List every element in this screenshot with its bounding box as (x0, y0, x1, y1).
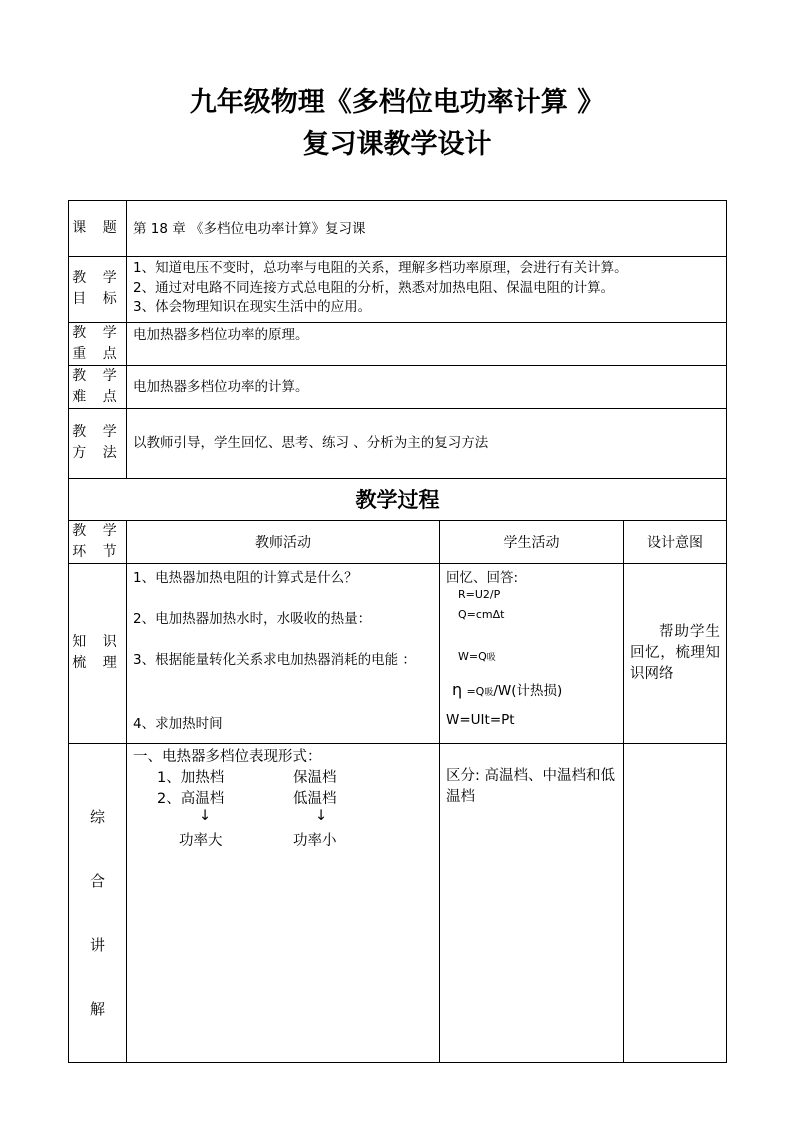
review-label: 知 识 梳 理 (69, 563, 127, 743)
objectives-row (69, 257, 727, 323)
key-point-row (69, 322, 727, 365)
review-row (69, 563, 727, 743)
objectives-list (127, 257, 727, 323)
lecture-teacher-activity (127, 743, 440, 1062)
gear-forms-heading: 一、电热器多档位表现形式： (133, 748, 322, 765)
process-title: 教学过程 (69, 478, 727, 520)
method-label: 教 学 方 法 (69, 408, 127, 478)
lecture-label: 综 合 讲 解 (69, 743, 127, 1062)
method-row (69, 408, 727, 478)
teacher-activity-header: 教师活动 (127, 520, 440, 563)
review-question: 1、电热器加热电阻的计算式是什么？ (133, 569, 358, 586)
review-student-activity (440, 563, 624, 743)
review-teacher-activity (127, 563, 440, 743)
process-title-row (69, 478, 727, 520)
review-question: 4、求加热时间 (133, 715, 223, 732)
formula-heat: Q=cmΔt (458, 607, 505, 621)
high-power-label: 功率大 (179, 832, 223, 849)
topic-row (69, 201, 727, 257)
down-arrow-icon: ↓ (315, 807, 328, 824)
formula-efficiency: η =Q吸/W(计热损) (452, 679, 563, 699)
low-temp-gear-label: 低温档 (293, 790, 337, 807)
heating-gear-label: 1、加热档 (157, 769, 225, 786)
objective-item: 1、知道电压不变时，总功率与电阻的关系，理解多档功率原理，会进行有关计算。 (133, 260, 628, 276)
objective-item: 2、通过对电路不同连接方式总电阻的分析，熟悉对加热电阻、保温电阻的计算。 (133, 279, 615, 296)
document-title-line1: 九年级物理《多档位电功率计算 》 (189, 87, 605, 118)
review-question: 2、电加热器加热水时，水吸收的热量： (133, 610, 372, 627)
design-intent-header: 设计意图 (624, 520, 727, 563)
key-point-value: 电加热器多档位功率的原理。 (127, 322, 727, 365)
low-power-label: 功率小 (293, 832, 337, 849)
high-temp-gear-label: 2、高温档 (157, 790, 225, 807)
process-header-row (69, 520, 727, 563)
formula-work: W=UIt=Pt (446, 711, 515, 728)
method-value: 以教师引导，学生回忆、思考、练习 、分析为主的复习方法 (127, 408, 727, 478)
key-point-label: 教 学 重 点 (69, 322, 127, 365)
review-design-intent: 帮助学生回忆，梳理知识网络 (624, 563, 727, 743)
difficulty-value: 电加热器多档位功率的计算。 (127, 365, 727, 408)
recall-text: 回忆、回答: (446, 569, 519, 586)
topic-label: 课 题 (69, 201, 127, 257)
difficulty-row (69, 365, 727, 408)
formula-resistance: R=U2/P (458, 587, 501, 601)
stage-header: 教 学 环 节 (69, 520, 127, 563)
formula-energy: W=Q吸 (458, 649, 496, 663)
lecture-student-activity: 区分: 高温档、中温档和低温档 (440, 743, 624, 1062)
review-question: 3、根据能量转化关系求电加热器消耗的电能 ： (133, 651, 416, 668)
down-arrow-icon: ↓ (199, 807, 212, 824)
keep-warm-gear-label: 保温档 (293, 769, 337, 786)
objectives-label: 教 学 目 标 (69, 257, 127, 323)
topic-value: 第 18 章 《多档位电功率计算》复习课 (127, 201, 727, 257)
student-activity-header: 学生活动 (440, 520, 624, 563)
document-title-line2: 复习课教学设计 (302, 129, 492, 160)
lecture-row (69, 743, 727, 1062)
difficulty-label: 教 学 难 点 (69, 365, 127, 408)
objective-item: 3、体会物理知识在现实生活中的应用。 (133, 299, 372, 315)
lesson-plan-table (68, 200, 727, 1063)
lecture-design-intent (624, 743, 727, 1062)
